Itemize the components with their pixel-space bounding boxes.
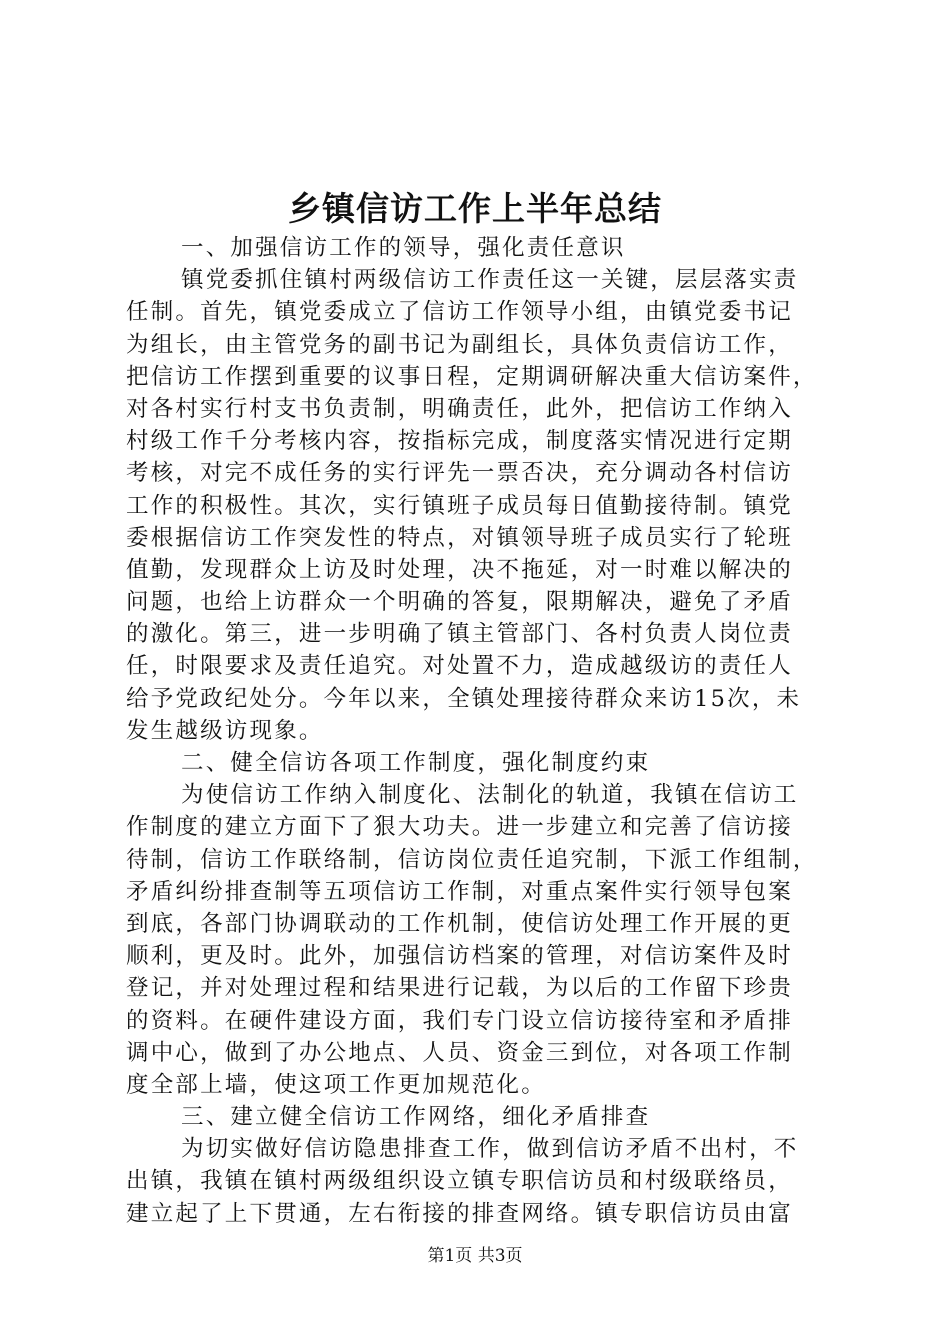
paragraph-line: 值勤，发现群众上访及时处理，决不拖延，对一时难以解决的 <box>126 556 793 583</box>
paragraph-line: 给予党政纪处分。今年以来，全镇处理接待群众来访15次，未 <box>126 685 802 712</box>
paragraph-line: 调中心，做到了办公地点、人员、资金三到位，对各项工作制 <box>126 1039 793 1066</box>
paragraph-line: 建立起了上下贯通，左右衔接的排查网络。镇专职信访员由富 <box>126 1200 793 1227</box>
paragraph-line: 到底，各部门协调联动的工作机制，使信访处理工作开展的更 <box>126 910 793 937</box>
paragraph-line: 矛盾纠纷排查制等五项信访工作制，对重点案件实行领导包案 <box>126 878 793 905</box>
section-heading-1: 一、加强信访工作的领导，强化责任意识 <box>181 235 626 261</box>
paragraph-line: 任制。首先，镇党委成立了信访工作领导小组，由镇党委书记 <box>126 299 793 326</box>
paragraph-line: 的激化。第三，进一步明确了镇主管部门、各村负责人岗位责 <box>126 621 793 648</box>
paragraph-line: 待制，信访工作联络制，信访岗位责任追究制，下派工作组制， <box>126 846 818 873</box>
document-body <box>126 232 846 1230</box>
paragraph-line: 的资料。在硬件建设方面，我们专门设立信访接待室和矛盾排 <box>126 1007 793 1034</box>
page-footer: 第1页 共3页 <box>427 1246 523 1266</box>
paragraph-line: 出镇，我镇在镇村两级组织设立镇专职信访员和村级联络员， <box>126 1168 793 1195</box>
paragraph-line: 委根据信访工作突发性的特点，对镇领导班子成员实行了轮班 <box>126 524 793 551</box>
paragraph-line: 问题，也给上访群众一个明确的答复，限期解决，避免了矛盾 <box>126 589 793 616</box>
paragraph-line: 为使信访工作纳入制度化、法制化的轨道，我镇在信访工 <box>181 782 799 809</box>
paragraph-line: 村级工作千分考核内容，按指标完成，制度落实情况进行定期 <box>126 428 793 455</box>
document-title: 乡镇信访工作上半年总结 <box>288 189 662 228</box>
paragraph-line: 任，时限要求及责任追究。对处置不力，造成越级访的责任人 <box>126 653 793 680</box>
paragraph-line: 为切实做好信访隐患排查工作，做到信访矛盾不出村，不 <box>181 1136 799 1163</box>
paragraph-line: 顺利，更及时。此外，加强信访档案的管理，对信访案件及时 <box>126 943 793 970</box>
paragraph-line: 发生越级访现象。 <box>126 717 324 744</box>
paragraph-line: 度全部上墙，使这项工作更加规范化。 <box>126 1071 546 1098</box>
paragraph-line: 镇党委抓住镇村两级信访工作责任这一关键，层层落实责 <box>181 267 799 294</box>
paragraph-line: 作制度的建立方面下了狠大功夫。进一步建立和完善了信访接 <box>126 814 793 841</box>
paragraph-line: 工作的积极性。其次，实行镇班子成员每日值勤接待制。镇党 <box>126 492 793 519</box>
paragraph-line: 对各村实行村支书负责制，明确责任，此外，把信访工作纳入 <box>126 395 793 422</box>
paragraph-line: 考核，对完不成任务的实行评先一票否决，充分调动各村信访 <box>126 460 793 487</box>
section-heading-2: 二、健全信访各项工作制度，强化制度约束 <box>181 750 651 776</box>
paragraph-line: 把信访工作摆到重要的议事日程，定期调研解决重大信访案件， <box>126 363 818 390</box>
section-heading-3: 三、建立健全信访工作网络，细化矛盾排查 <box>181 1104 651 1131</box>
paragraph-line: 为组长，由主管党务的副书记为副组长，具体负责信访工作， <box>126 331 793 358</box>
paragraph-line: 登记，并对处理过程和结果进行记载，为以后的工作留下珍贵 <box>126 975 793 1002</box>
